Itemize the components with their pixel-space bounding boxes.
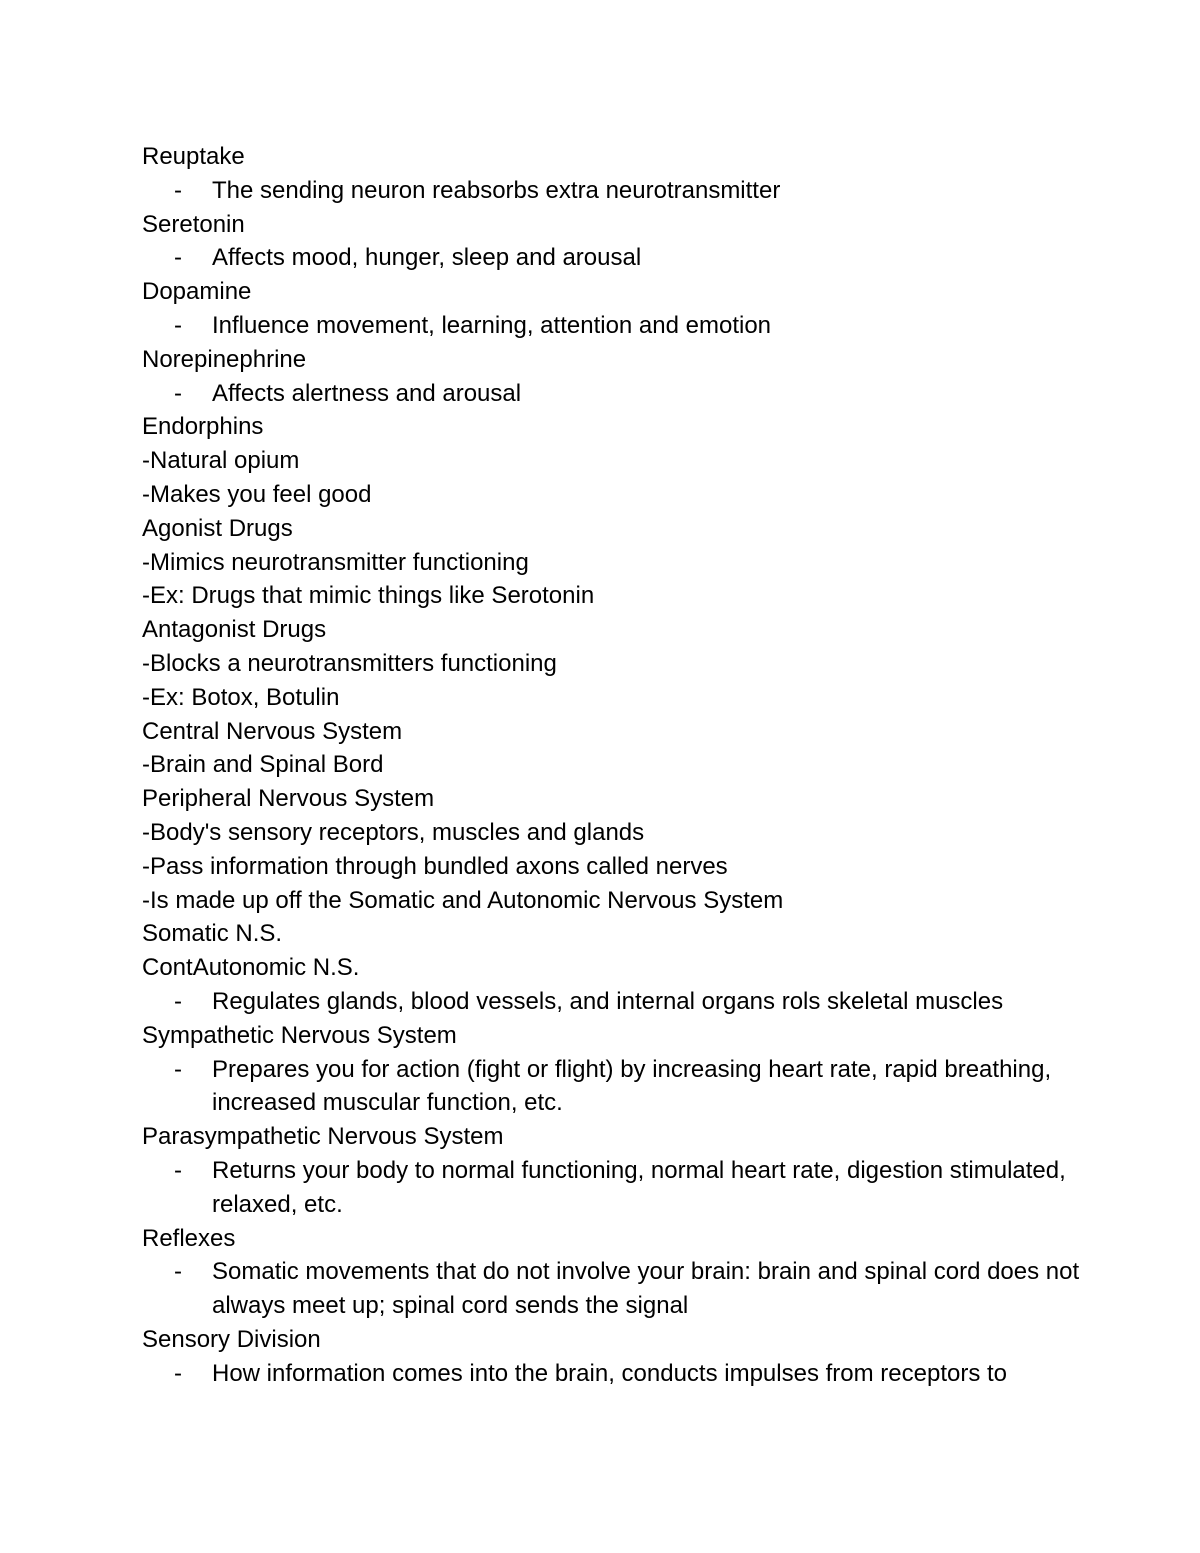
bullet-item [142, 174, 1102, 208]
bullet-marker: - [174, 244, 182, 272]
bullet-marker: - [174, 311, 182, 339]
note-line: Central Nervous System [142, 717, 403, 745]
bullet-item [142, 309, 1102, 343]
note-line: -Is made up off the Somatic and Autonomic Nervous System [142, 886, 784, 914]
note-line: -Mimics neurotransmitter functioning [142, 548, 529, 576]
note-line: Endorphins [142, 413, 264, 441]
note-line: Somatic N.S. [142, 920, 283, 948]
bullet-marker: - [174, 1156, 182, 1184]
bullet-item [142, 1255, 1102, 1323]
bullet-item [142, 985, 1102, 1019]
note-line: -Natural opium [142, 447, 300, 475]
bullet-text: The sending neuron reabsorbs extra neurotransmitter [212, 176, 781, 204]
bullet-marker: - [174, 1055, 182, 1083]
bullet-text: Returns your body to normal functioning, normal heart rate, digestion stimulated, relaxed, etc. [212, 1156, 1066, 1218]
note-line: Norepinephrine [142, 345, 307, 373]
bullet-text: Affects mood, hunger, sleep and arousal [212, 244, 642, 272]
bullet-item [142, 1357, 1102, 1391]
notes-body [142, 140, 1102, 1390]
note-line: Reuptake [142, 143, 245, 170]
bullet-text: Somatic movements that do not involve your brain: brain and spinal cord does not always meet up; spinal cord sends the signal [212, 1258, 1080, 1320]
note-line: -Blocks a neurotransmitters functioning [142, 649, 557, 677]
note-line: Reflexes [142, 1224, 236, 1252]
bullet-text: Prepares you for action (fight or flight) by increasing heart rate, rapid breathing, increased muscular function, etc. [212, 1055, 1052, 1117]
note-line: Seretonin [142, 210, 245, 238]
bullet-item [142, 377, 1102, 411]
note-line: -Ex: Drugs that mimic things like Serotonin [142, 582, 595, 610]
bullet-text: Regulates glands, blood vessels, and internal organs rols skeletal muscles [212, 987, 1004, 1015]
bullet-text: How information comes into the brain, conducts impulses from receptors to [212, 1359, 1008, 1387]
bullet-marker: - [174, 379, 182, 407]
note-line: Parasympathetic Nervous System [142, 1123, 504, 1151]
note-line: Sympathetic Nervous System [142, 1021, 457, 1049]
bullet-text: Influence movement, learning, attention and emotion [212, 311, 772, 339]
bullet-item [142, 241, 1102, 275]
bullet-marker: - [174, 1258, 182, 1286]
note-line: -Pass information through bundled axons called nerves [142, 852, 728, 880]
note-line: Antagonist Drugs [142, 616, 327, 644]
note-line: Dopamine [142, 278, 252, 306]
note-line: Agonist Drugs [142, 514, 293, 542]
note-line: -Body's sensory receptors, muscles and glands [142, 818, 645, 846]
note-line: Peripheral Nervous System [142, 785, 435, 813]
bullet-marker: - [174, 987, 182, 1015]
bullet-marker: - [174, 1359, 182, 1387]
note-line: Sensory Division [142, 1325, 321, 1353]
note-line: ContAutonomic N.S. [142, 954, 360, 982]
note-line: -Makes you feel good [142, 480, 372, 508]
bullet-text: Affects alertness and arousal [212, 379, 522, 407]
note-line: -Brain and Spinal Bord [142, 751, 384, 779]
bullet-item [142, 1053, 1102, 1121]
bullet-item [142, 1154, 1102, 1222]
note-line: -Ex: Botox, Botulin [142, 683, 340, 711]
bullet-marker: - [174, 176, 182, 204]
